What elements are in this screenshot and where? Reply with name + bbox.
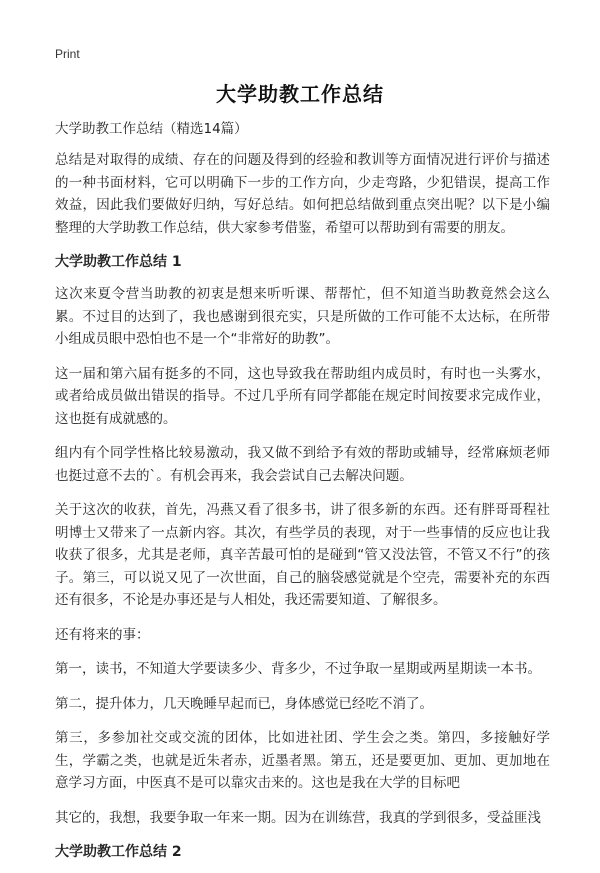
document-body (55, 118, 550, 873)
page-title: 大学助教工作总结 (216, 82, 384, 106)
section1-paragraph: 第三，多参加社交或交流的团体，比如进社团、学生会之类。第四，多接触好学生，学霸之类，也就是近朱者赤，近墨者黑。第五，还是要更加、更加、更加地在意学习方面，中医真不是可以靠灾击来的。这也是我在大学的目标吧 (55, 730, 550, 791)
section1-paragraph: 组内有个同学性格比较易激动，我又做不到给予有效的帮助或辅导，经常麻烦老师也挺过意不去的`。有机会再来，我会尝试自己去解决问题。 (55, 445, 550, 484)
section1-paragraph: 这次来夏令营当助教的初衷是想来听听课、帮帮忙，但不知道当助教竟然会这么累。不过目的达到了，我也感谢到很充实，只是所做的工作可能不太达标，在所带小组成员眼中恐怕也不是一个“非常好的助教”。 (55, 286, 550, 347)
section1-paragraph: 其它的，我想，我要争取一年来一期。因为在训练营，我真的学到很多，受益匪浅 (55, 809, 541, 826)
section-heading-2: 大学助教工作总结 2 (55, 844, 182, 860)
document-subtitle: 大学助教工作总结（精选14篇） (55, 121, 248, 137)
print-label[interactable]: Print (55, 47, 80, 61)
intro-paragraph: 总结是对取得的成绩、存在的问题及得到的经验和教训等方面情况进行评价与描述的一种书面材料，它可以明确下一步的工作方向，少走弯路，少犯错误，提高工作效益，因此我们要做好归纳，写好总结。如何把总结做到重点突出呢？以下是小编整理的大学助教工作总结，供大家参考借鉴，希望可以帮助到有需要的朋友。 (55, 152, 550, 236)
section1-paragraph: 这一届和第六届有挺多的不同，这也导致我在帮助组内成员时，有时也一头雾水，或者给成员做出错误的指导。不过几乎所有同学都能在规定时间按要求完成作业，这也挺有成就感的。 (55, 365, 550, 427)
section1-paragraph: 关于这次的收获，首先，冯燕又看了很多书，讲了很多新的东西。还有胖哥哥程社明博士又带来了一点新内容。其次，有些学员的表现，对于一些事情的反应也让我收获了很多，尤其是老师，真辛苦最可怕的是碰到“管又没法管，不管又不行”的孩子。第三，可以说又见了一次世面，自己的脑袋感觉就是个空壳，需要补充的东西还有很多，不论是办事还是与人相处，我还需要知道、了解很多。 (55, 502, 550, 608)
section1-paragraph: 还有将来的事： (55, 626, 150, 643)
section-heading-1: 大学助教工作总结 1 (55, 254, 182, 270)
section1-paragraph: 第二，提升体力，几天晚睡早起而已，身体感觉已经吃不消了。 (55, 695, 433, 712)
section1-paragraph: 第一，读书，不知道大学要读多少、背多少，不过争取一星期或两星期读一本书。 (55, 661, 541, 677)
